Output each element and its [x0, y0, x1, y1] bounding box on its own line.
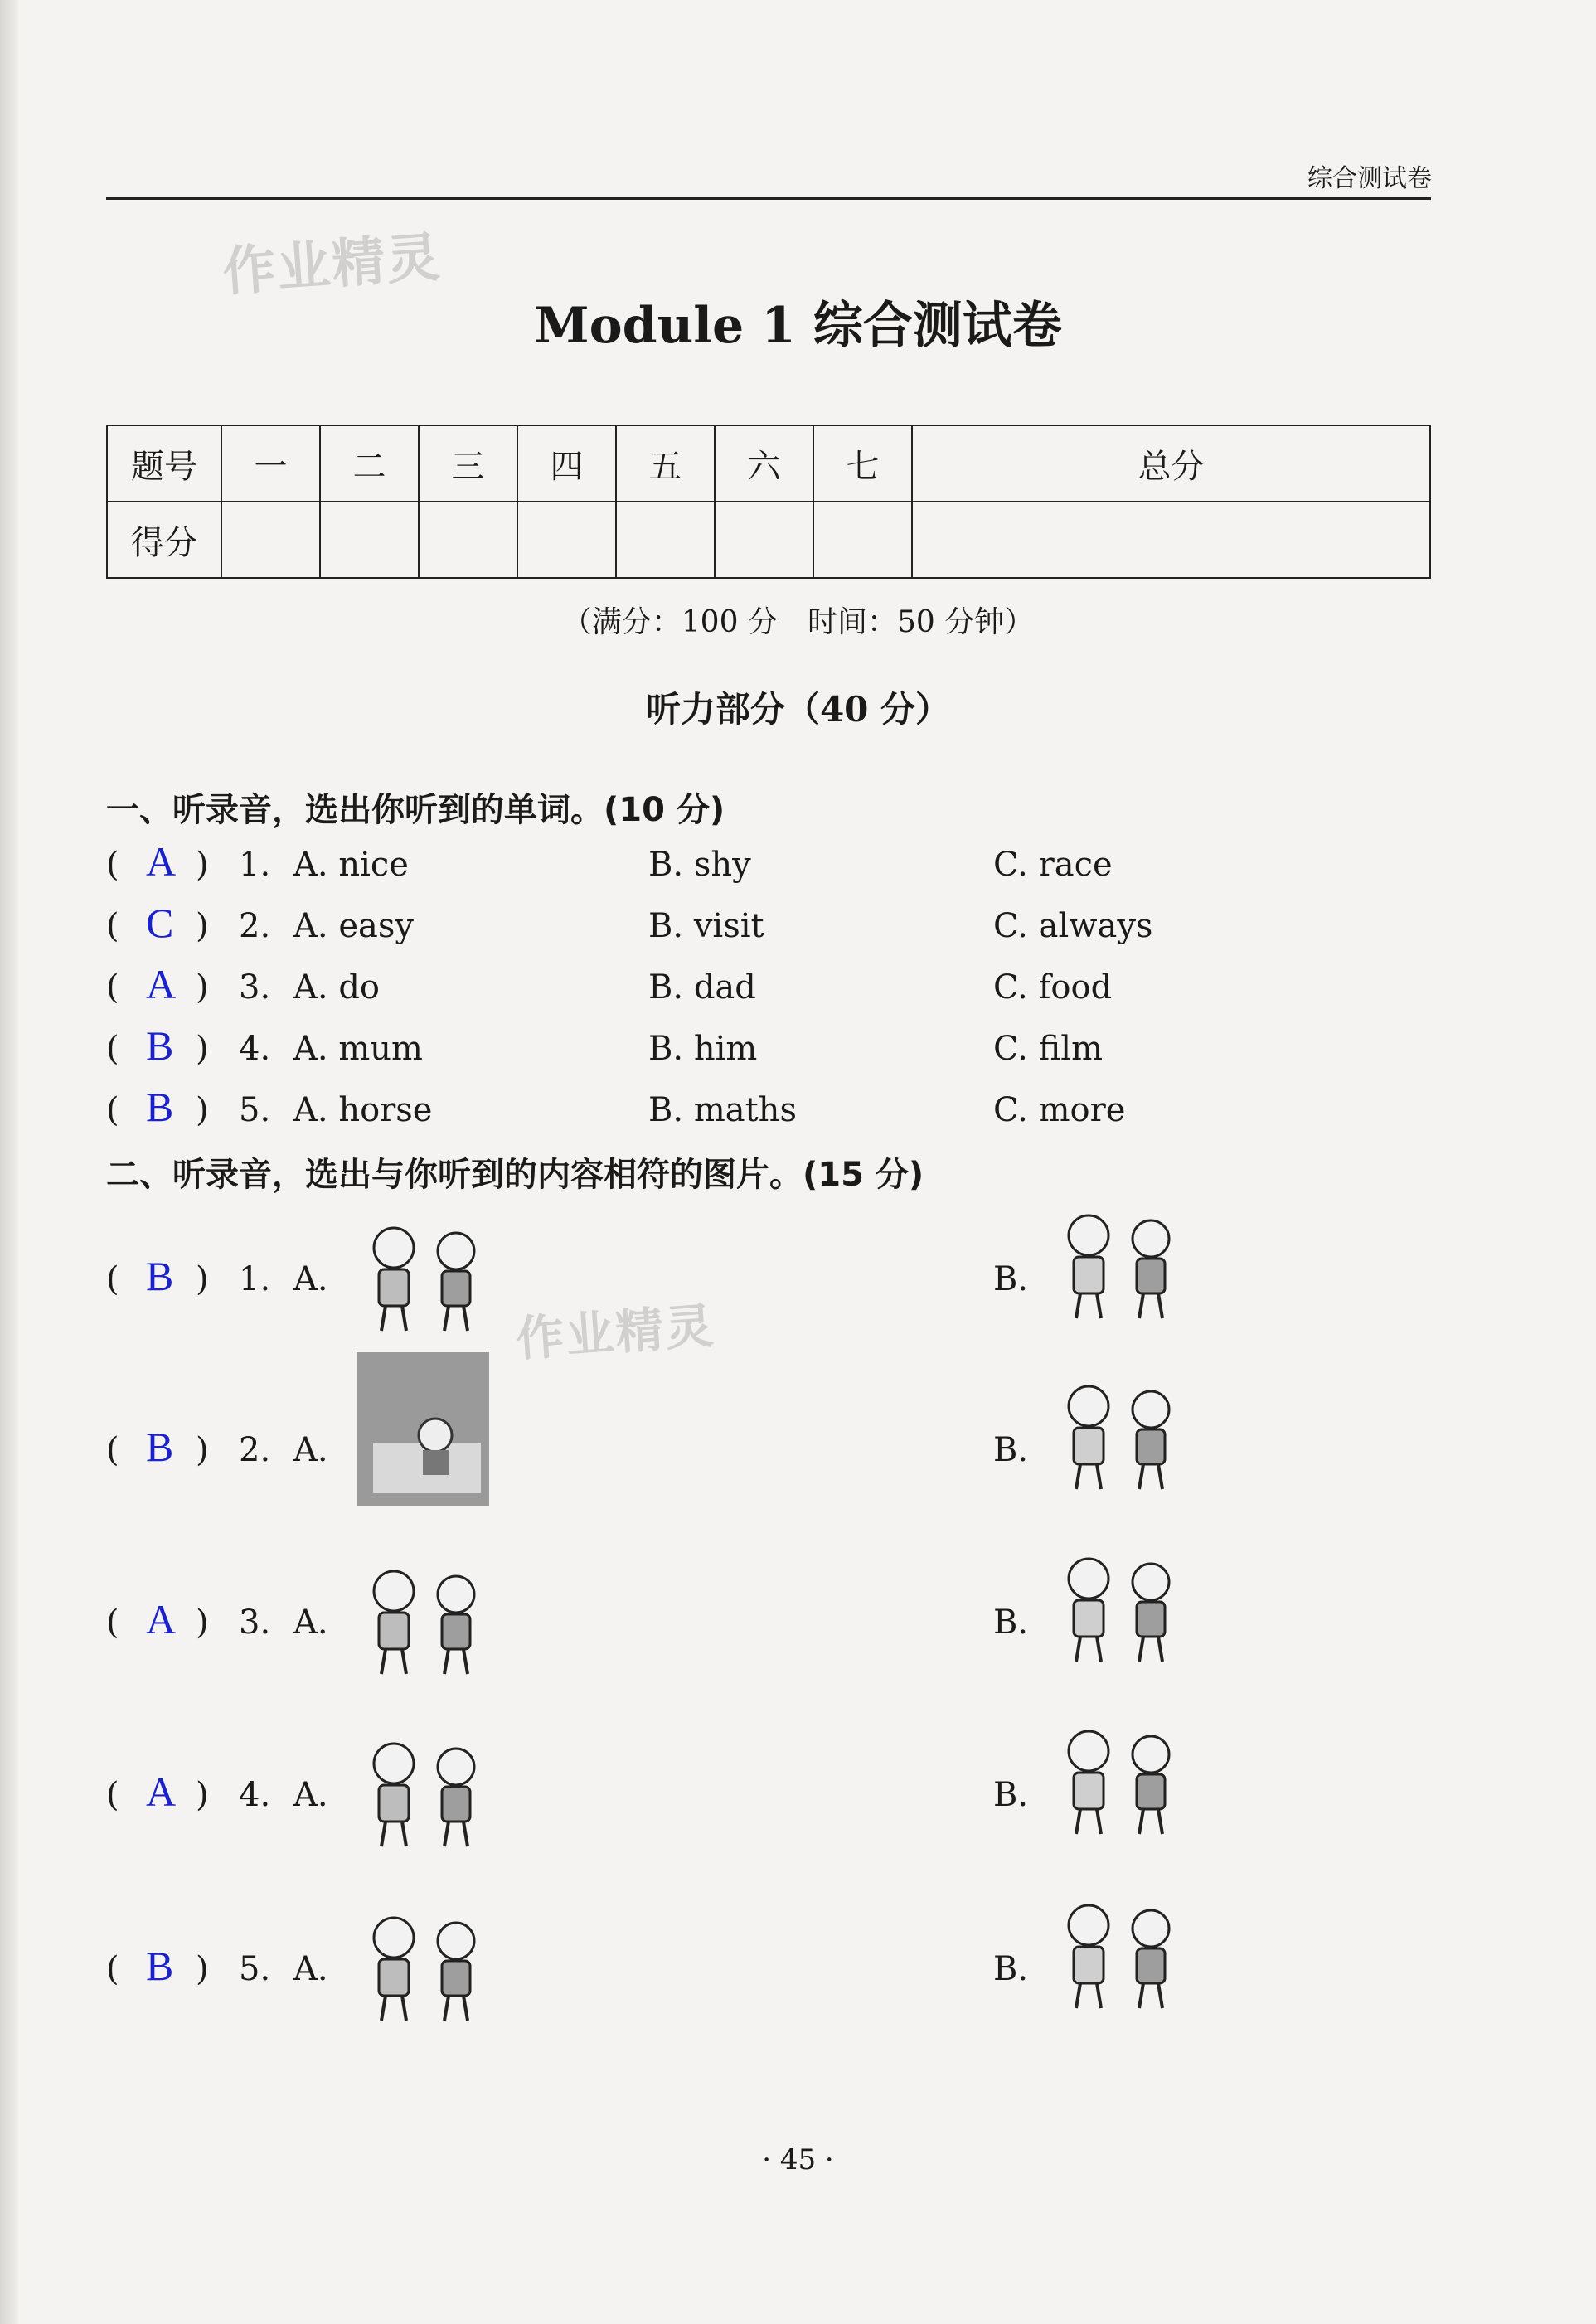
answer-mark: A [146, 838, 177, 885]
answer-mark: A [146, 1768, 177, 1815]
question-number: 3. [239, 968, 271, 1007]
right-paren: ) [196, 1091, 209, 1129]
picture-option-a [357, 1730, 497, 1855]
question-number: 4. [239, 1030, 271, 1068]
answer-mark: B [146, 1253, 174, 1299]
question-number: 1. [239, 846, 271, 884]
picture-option-a [357, 1215, 497, 1339]
option-b: B. visit [648, 907, 764, 945]
option-c: C. race [993, 846, 1113, 884]
question-number: 2. [239, 1431, 271, 1469]
answer-mark: B [146, 1084, 174, 1130]
option-b: B. dad [648, 968, 756, 1007]
answer-mark: A [146, 1596, 177, 1642]
picture-option-a [357, 1558, 497, 1682]
picture-option-a [357, 1904, 497, 2029]
score-blank [912, 502, 1430, 578]
option-a-label: A. [293, 1260, 328, 1298]
option-a: A. easy [293, 907, 414, 945]
option-a: A. do [293, 968, 381, 1007]
part-title: 听力部分（40 分） [645, 689, 951, 730]
left-paren: ( [106, 1431, 119, 1469]
answer-mark: B [146, 1424, 174, 1470]
right-paren: ) [196, 1950, 209, 1988]
option-a: A. mum [293, 1030, 423, 1068]
option-b: B. maths [648, 1091, 797, 1129]
left-paren: ( [106, 1030, 119, 1068]
full-marks: （满分：100 分 时间：50 分钟） [561, 605, 1035, 639]
option-a-label: A. [293, 1776, 328, 1814]
option-a-label: A. [293, 1604, 328, 1642]
question-number: 4. [239, 1776, 271, 1814]
watermark: 作业精灵 [221, 226, 444, 304]
option-a-label: A. [293, 1431, 328, 1469]
option-b-label: B. [993, 1604, 1029, 1642]
option-c: C. always [993, 907, 1153, 945]
score-table-header-row [107, 425, 1430, 502]
option-b-label: B. [993, 1950, 1029, 1988]
right-paren: ) [196, 968, 209, 1007]
score-table-score-row [107, 502, 1430, 578]
page-title: Module 1 综合测试卷 [534, 297, 1062, 355]
score-table [106, 425, 1431, 579]
right-paren: ) [196, 907, 209, 945]
option-b-label: B. [993, 1431, 1029, 1469]
answer-mark: A [146, 961, 177, 1007]
picture-option-a [357, 1385, 497, 1510]
left-paren: ( [106, 1604, 119, 1642]
picture-option-b [1051, 1202, 1192, 1327]
left-paren: ( [106, 1091, 119, 1129]
score-cell: 总分 [912, 425, 1430, 502]
option-c: C. more [993, 1091, 1126, 1129]
picture-option-b [1051, 1718, 1192, 1842]
picture-question-row [106, 1596, 1431, 1670]
right-paren: ) [196, 1030, 209, 1068]
score-blank [320, 502, 419, 578]
score-cell: 一 [221, 425, 320, 502]
question-number: 5. [239, 1091, 271, 1129]
option-a-label: A. [293, 1950, 328, 1988]
option-b: B. shy [648, 846, 751, 884]
picture-question-row [106, 1253, 1431, 1327]
score-cell: 六 [715, 425, 813, 502]
right-paren: ) [196, 1604, 209, 1642]
picture-option-b [1051, 1373, 1192, 1497]
score-blank [221, 502, 320, 578]
option-a: A. nice [293, 846, 409, 884]
left-paren: ( [106, 1776, 119, 1814]
left-paren: ( [106, 846, 119, 884]
score-blank [517, 502, 616, 578]
watermark: 作业精灵 [514, 1297, 717, 1368]
option-b-label: B. [993, 1776, 1029, 1814]
score-blank [616, 502, 715, 578]
right-paren: ) [196, 846, 209, 884]
right-paren: ) [196, 1260, 209, 1298]
score-blank [419, 502, 517, 578]
picture-question-row [106, 1768, 1431, 1842]
question-row [106, 961, 1431, 1026]
option-b: B. him [648, 1030, 758, 1068]
score-cell: 二 [320, 425, 419, 502]
picture-question-row [106, 1943, 1431, 2016]
score-cell: 七 [813, 425, 912, 502]
option-b-label: B. [993, 1260, 1029, 1298]
score-cell: 四 [517, 425, 616, 502]
score-blank [715, 502, 813, 578]
option-a: A. horse [293, 1091, 433, 1129]
section2-heading: 二、听录音，选出与你听到的内容相符的图片。(15 分) [106, 1156, 924, 1194]
score-cell: 题号 [107, 425, 221, 502]
picture-option-b [1051, 1892, 1192, 2016]
left-paren: ( [106, 907, 119, 945]
right-paren: ) [196, 1431, 209, 1469]
question-number: 3. [239, 1604, 271, 1642]
question-row [106, 1084, 1431, 1149]
question-number: 1. [239, 1260, 271, 1298]
header-rule [106, 197, 1431, 200]
picture-option-b [1051, 1545, 1192, 1670]
answer-mark: C [146, 900, 174, 946]
picture-question-row [106, 1424, 1431, 1497]
section1-heading: 一、听录音，选出你听到的单词。(10 分) [106, 791, 725, 829]
left-paren: ( [106, 1260, 119, 1298]
question-number: 5. [239, 1950, 271, 1988]
page-number: · 45 · [762, 2143, 834, 2176]
option-c: C. film [993, 1030, 1104, 1068]
option-c: C. food [993, 968, 1113, 1007]
question-number: 2. [239, 907, 271, 945]
score-cell: 五 [616, 425, 715, 502]
header-label: 综合测试卷 [1307, 164, 1432, 193]
left-paren: ( [106, 968, 119, 1007]
answer-mark: B [146, 1943, 174, 1989]
left-paren: ( [106, 1950, 119, 1988]
score-cell: 三 [419, 425, 517, 502]
score-cell: 得分 [107, 502, 221, 578]
answer-mark: B [146, 1022, 174, 1069]
question-row [106, 900, 1431, 965]
question-row [106, 1022, 1431, 1088]
right-paren: ) [196, 1776, 209, 1814]
score-blank [813, 502, 912, 578]
question-row [106, 838, 1431, 904]
